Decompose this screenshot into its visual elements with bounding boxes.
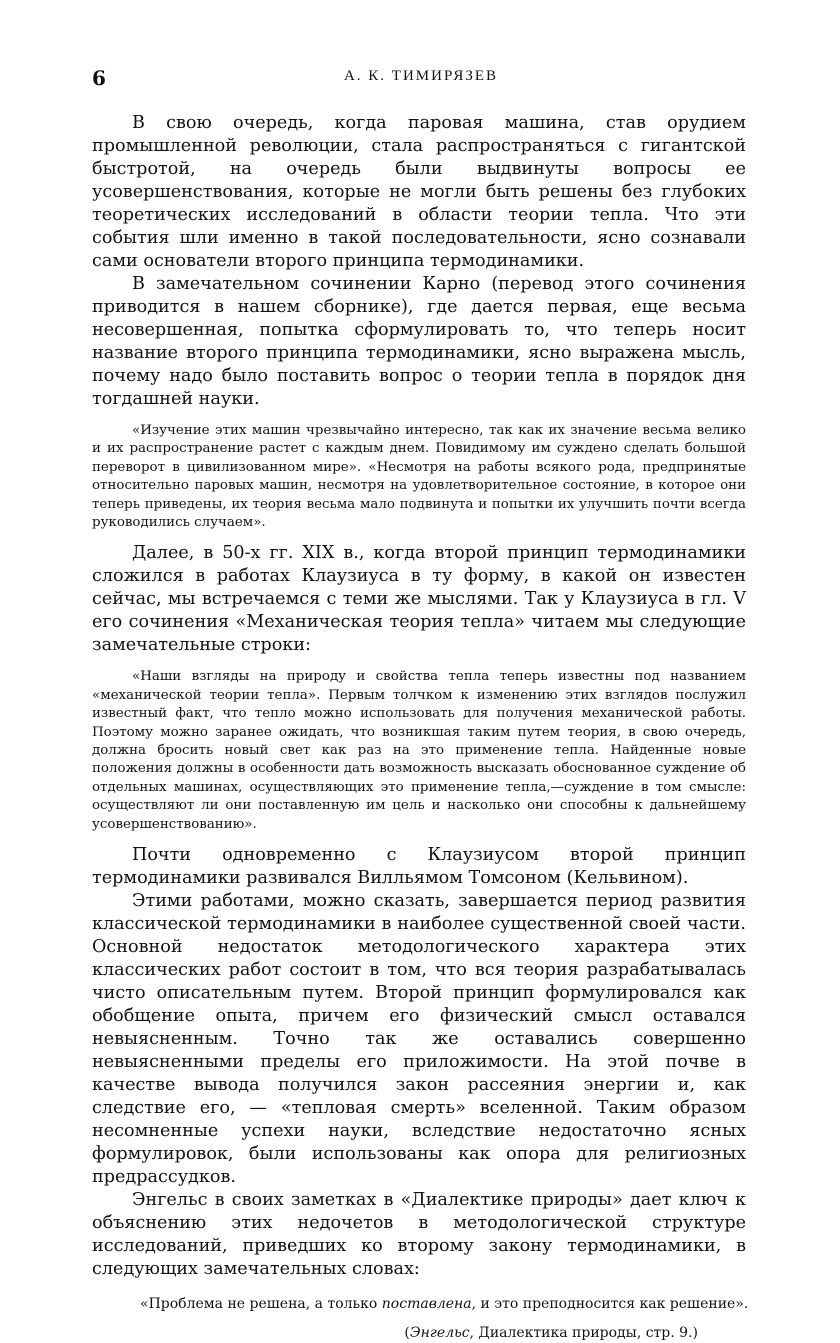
- citation-author: Энгельс: [409, 1325, 470, 1342]
- quote-engels-after: , и это преподносится как решение».: [471, 1296, 749, 1313]
- quote-engels: [92, 1295, 749, 1314]
- paragraph-steam-engine: В свою очередь, когда паровая машина, став орудием промышленной революции, стала распространяться с гигантской быстротой, на очередь были выдвинуты вопросы ее усовершенствования, которые не могли быть решены без глубоких теоретических исследований в области теории тепла. Что эти события шли именно в такой последовательности, ясно сознавали сами основатели второго принципа термодинамики.: [92, 113, 746, 271]
- paragraph-classical-thermodynamics: Этими работами, можно сказать, завершается период развития классической термодинамики в наиболее существенной своей части. Основной недостаток методологического характера этих классических работ состоит в том, что вся теория разрабатывалась чисто описательным путем. Второй принцип формулировался как обобщение опыта, причем его физический смысл оставался невыясненным. Точно так же оставались совершенно невыясненными пределы его приложимости. На этой почве в качестве вывода получился закон рассеяния энергии и, как следствие его, — «тепловая смерть» вселенной. Таким образом несомненные успехи науки, вследствие недостаточно ясных формулировок, были использованы как опора для религиозных предрассудков.: [92, 891, 746, 1188]
- running-head: А. К. ТИМИРЯЗЕВ: [343, 68, 499, 84]
- page-header: [92, 66, 750, 96]
- citation-engels: [92, 1324, 746, 1343]
- paragraph-carnot: В замечательном сочинении Карно (перевод этого сочинения приводится в нашем сборнике), где дается первая, еще весьма несовершенная, попытка сформулировать то, что теперь носит название второго принципа термодинамики, ясно выражена мысль, почему надо было поставить вопрос о теории тепла в порядок дня тогдашней науки.: [92, 274, 746, 409]
- quote-engels-emphasis: поставлена: [381, 1296, 472, 1313]
- page-number: 6: [92, 66, 106, 90]
- page-body: [92, 112, 749, 1343]
- quote-engels-before: «Проблема не решена, а только: [140, 1296, 382, 1313]
- paragraph-thomson: Почти одновременно с Клаузиусом второй принцип термодинамики развивался Вилльямом Томсоном (Кельвином).: [92, 845, 746, 889]
- citation-rest: , Диалектика природы, стр. 9.): [469, 1325, 698, 1342]
- paragraph-engels: Энгельс в своих заметках в «Диалектике природы» дает ключ к объяснению этих недочетов в методологической структуре исследований, приведших ко второму закону термодинамики, в следующих замечательных словах:: [92, 1190, 746, 1280]
- quote-carnot: «Изучение этих машин чрезвычайно интересно, так как их значение весьма велико и их распространение растет с каждым днем. Повидимому им суждено сделать большой переворот в цивилизованном мире». «Несмотря на работы всякого рода, предпринятые относительно паровых машин, несмотря на удовлетворительное состояние, в которое они теперь приведены, их теория весьма мало подвинута и попытки их улучшить почти всегда руководились случаем».: [92, 423, 746, 531]
- paragraph-clausius: Далее, в 50-х гг. XIX в., когда второй принцип термодинамики сложился в работах Клаузиуса в ту форму, в какой он известен сейчас, мы встречаемся с теми же мыслями. Так у Клаузиуса в гл. V его сочинения «Механическая теория тепла» читаем мы следующие замечательные строки:: [92, 543, 746, 656]
- citation-open: (: [404, 1325, 410, 1342]
- quote-clausius: «Наши взгляды на природу и свойства тепла теперь известны под названием «механической теории тепла». Первым толчком к изменению этих взглядов послужил известный факт, что тепло можно использовать для получения механической работы. Поэтому можно заранее ожидать, что возникшая таким путем теория, в свою очередь, должна бросить новый свет как раз на это применение тепла. Найденные новые положения должны в особенности дать возможность высказать обоснованное суждение об отдельных машинах, осуществляющих это применение тепла,—суждение в том смысле: осуществляют ли они поставленную им цель и насколько они способны к дальнейшему усовершенствованию».: [92, 669, 746, 832]
